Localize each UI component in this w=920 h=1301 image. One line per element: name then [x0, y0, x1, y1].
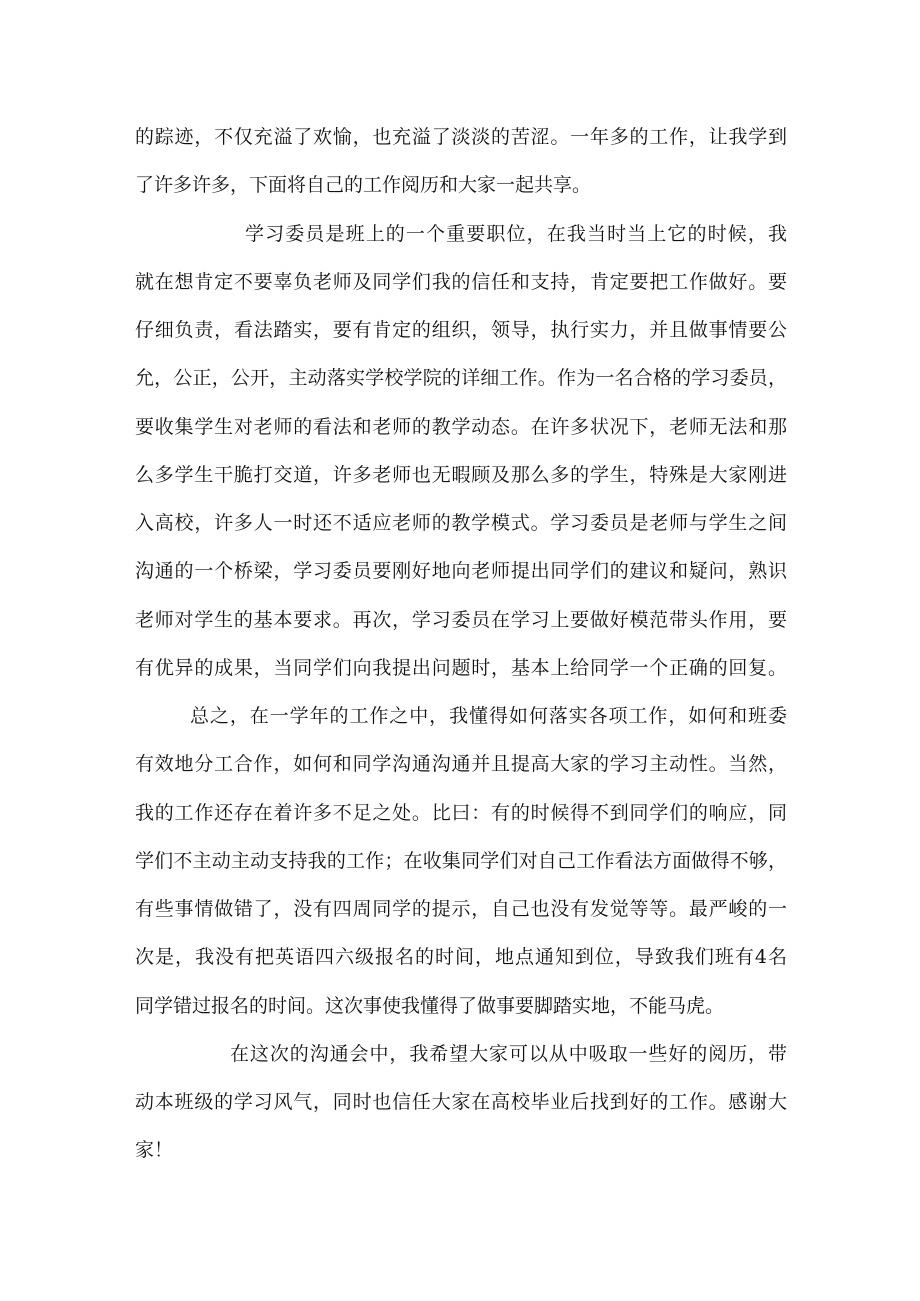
text-line: 学们不主动主动支持我的工作；在收集同学们对自己工作看法方面做得不够，	[135, 849, 787, 872]
text-line: 总之，在一学年的工作之中，我懂得如何落实各项工作，如何和班委	[190, 705, 787, 727]
text-line: 么多学生干脆打交道，许多老师也无暇顾及那么多的学生，特殊是大家刚进	[135, 463, 787, 486]
text-line: 同学错过报名的时间。这次事使我懂得了做事要脚踏实地，不能马虎。	[135, 994, 725, 1017]
document-body	[135, 113, 787, 1175]
text-line: 动本班级的学习风气，同时也信任大家在高校毕业后找到好的工作。感谢大	[135, 1091, 787, 1113]
text-line: 沟通的一个桥梁，学习委员要刚好地向老师提出同学们的建议和疑问，熟识	[135, 560, 787, 583]
text-line: 家！	[135, 1139, 174, 1162]
text-line: 入高校，许多人一时还不适应老师的教学模式。学习委员是老师与学生之间	[135, 512, 787, 534]
text-line: 的踪迹，不仅充溢了欢愉，也充溢了淡淡的苦涩。一年多的工作，让我学到	[135, 126, 787, 148]
text-line: 在这次的沟通会中，我希望大家可以从中吸取一些好的阅历，带	[230, 1042, 787, 1065]
paragraph	[135, 692, 787, 1030]
text-line: 仔细负责，看法踏实，要有肯定的组织，领导，执行实力，并且做事情要公	[135, 319, 787, 341]
paragraph	[135, 210, 787, 693]
text-line: 有些事情做错了，没有四周同学的提示，自己也没有发觉等等。最严峻的一	[135, 898, 787, 920]
text-line: 了许多许多，下面将自己的工作阅历和大家一起共享。	[135, 174, 592, 197]
text-line: 允，公正，公开，主动落实学校学院的详细工作。作为一名合格的学习委员，	[135, 367, 787, 390]
text-line: 学习委员是班上的一个重要职位，在我当时当上它的时候，我	[245, 222, 787, 245]
paragraph	[135, 113, 787, 210]
text-line: 有优异的成果，当同学们向我提出问题时，基本上给同学一个正确的回复。	[135, 656, 787, 679]
text-line: 就在想肯定不要辜负老师及同学们我的信任和支持，肯定要把工作做好。要	[135, 270, 787, 293]
text-line: 我的工作还存在着许多不足之处。比曰：有的时候得不到同学们的响应，同	[135, 801, 787, 824]
text-line: 要收集学生对老师的看法和老师的教学动态。在许多状况下，老师无法和那	[135, 415, 787, 438]
text-line: 老师对学生的基本要求。再次，学习委员在学习上要做好模范带头作用，要	[135, 608, 787, 631]
paragraph	[135, 1030, 787, 1175]
text-line: 次是，我没有把英语四六级报名的时间，地点通知到位，导致我们班有4名	[135, 946, 787, 969]
text-line: 有效地分工合作，如何和同学沟通沟通并且提高大家的学习主动性。当然，	[135, 753, 787, 776]
